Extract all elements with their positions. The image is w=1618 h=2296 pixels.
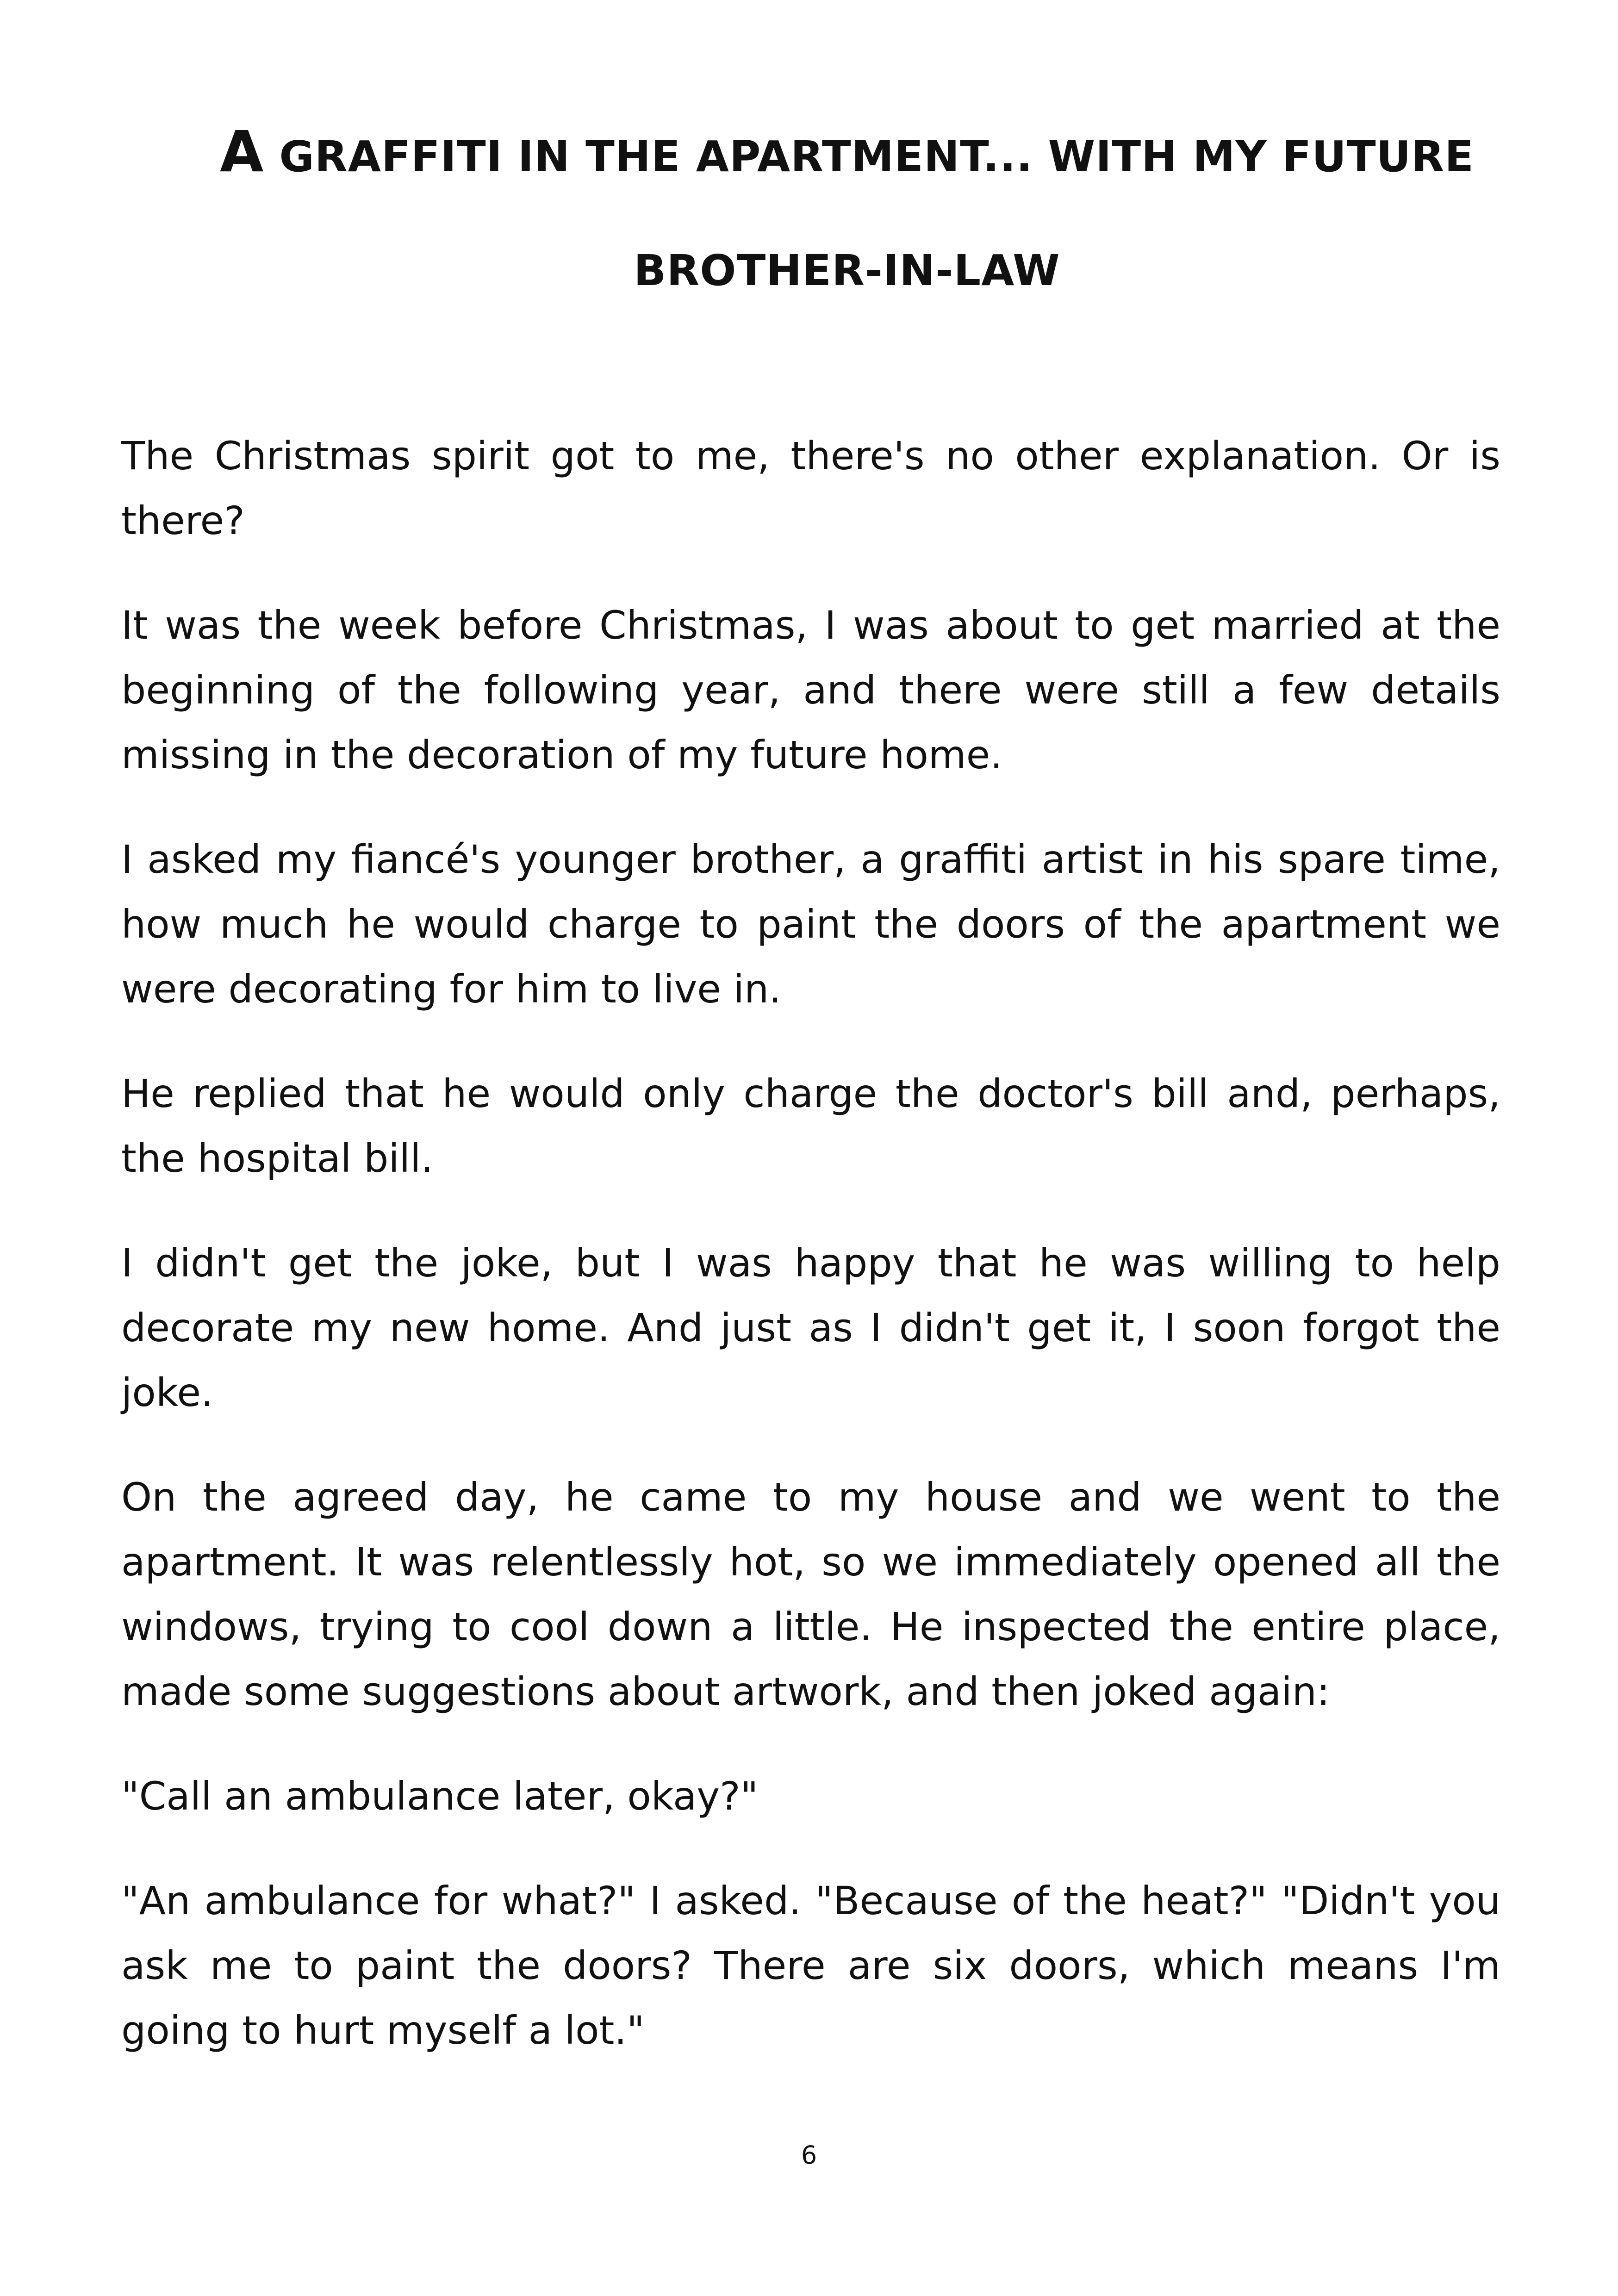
paragraph: "Call an ambulance later, okay?"	[121, 1773, 759, 1819]
paragraph: The Christmas spirit got to me, there's no other explanation. Or is there?	[121, 433, 1500, 543]
paragraph: I asked my fiancé's younger brother, a graffiti artist in his spare time, how much he would charge to paint the doors of the apartment we were decorating for him to live in.	[121, 837, 1500, 1012]
title-line-1: GRAFFITI IN THE APARTMENT... WITH MY FUTURE	[264, 132, 1475, 181]
paragraph: On the agreed day, he came to my house and we went to the apartment. It was relentlessly hot, so we immediately opened all the windows, trying to cool down a little. He inspected the entire place, made some suggestions about artwork, and then joked again:	[121, 1475, 1500, 1714]
paragraph: "An ambulance for what?" I asked. "Because of the heat?" "Didn't you ask me to paint the doors? There are six doors, which means I'm going to hurt myself a lot."	[121, 1878, 1500, 2053]
title-initial-letter: A	[219, 119, 264, 185]
chapter-title	[176, 95, 1518, 328]
paragraph: He replied that he would only charge the doctor's bill and, perhaps, the hospital bill.	[121, 1071, 1500, 1181]
body-text	[121, 423, 1500, 2103]
paragraph: It was the week before Christmas, I was about to get married at the beginning of the following year, and there were still a few details missing in the decoration of my future home.	[121, 603, 1500, 778]
page-number: 6	[801, 2140, 817, 2170]
paragraph: I didn't get the joke, but I was happy that he was willing to help decorate my new home. And just as I didn't get it, I soon forgot the joke.	[121, 1240, 1500, 1415]
title-line-2: BROTHER-IN-LAW	[634, 246, 1060, 295]
